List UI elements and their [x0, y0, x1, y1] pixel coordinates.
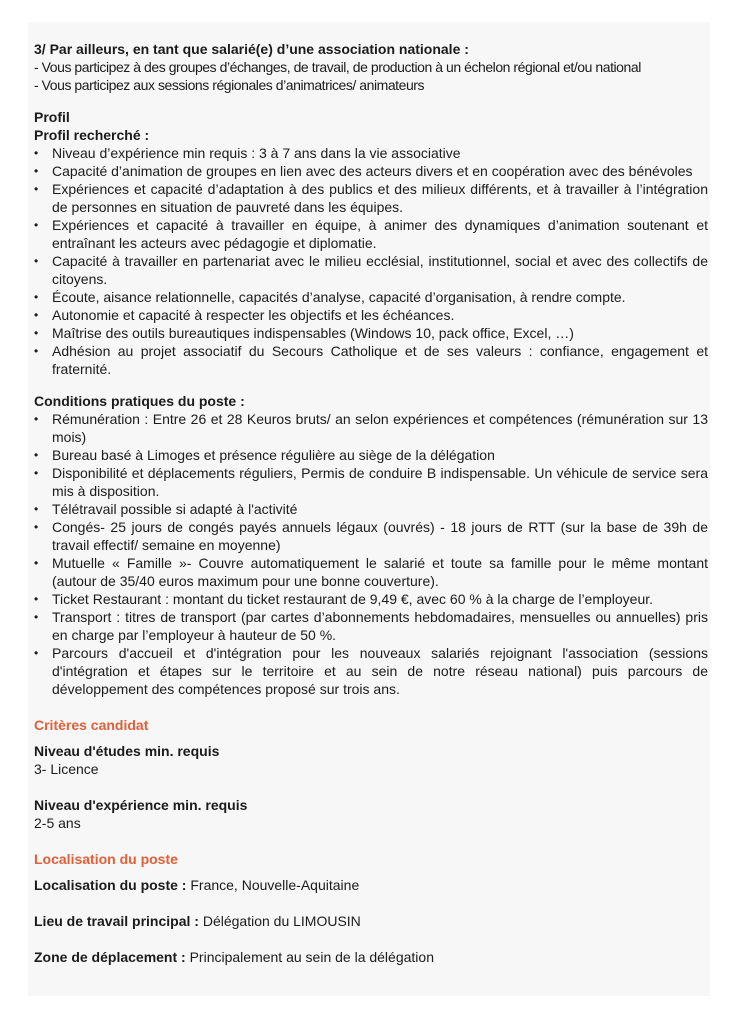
localisation-label: Localisation du poste :	[34, 877, 187, 893]
profil-subtitle: Profil recherché :	[34, 127, 150, 143]
profil-title: Profil	[34, 109, 70, 125]
zone-label: Zone de déplacement :	[34, 949, 186, 965]
list-item: • Adhésion au projet associatif du Secours Catholique et de ses valeurs : confiance, engagement et fraternité.	[34, 342, 708, 378]
list-item: • Écoute, aisance relationnelle, capacités d’analyse, capacité d’organisation, à rendre compte.	[34, 288, 708, 306]
localisation-value: France, Nouvelle-Aquitaine	[186, 877, 360, 893]
list-item: • Autonomie et capacité à respecter les objectifs et les échéances.	[34, 306, 708, 324]
list-item: • Bureau basé à Limoges et présence régulière au siège de la délégation	[34, 446, 708, 464]
lieu-row	[34, 912, 708, 930]
experience-value: 2-5 ans	[34, 815, 81, 831]
profil-list	[34, 144, 708, 378]
localisation-title: Localisation du poste	[34, 851, 178, 867]
list-item: • Congés- 25 jours de congés payés annuels légaux (ouvrés) - 18 jours de RTT (sur la base de 39h de travail effectif/ semaine en moyenne)	[34, 518, 708, 554]
list-item: • Capacité à travailler en partenariat avec le milieu ecclésial, institutionnel, social et avec des collectifs de citoyens.	[34, 252, 708, 288]
list-item: • Maîtrise des outils bureautiques indispensables (Windows 10, pack office, Excel, …)	[34, 324, 708, 342]
conditions-title: Conditions pratiques du poste :	[34, 393, 245, 409]
etudes-value: 3- Licence	[34, 761, 99, 777]
list-item: • Expériences et capacité d’adaptation à des publics et des milieux différents, et à travailler à l’intégration de personnes en situation de pauvreté dans les équipes.	[34, 180, 708, 216]
localisation-row	[34, 876, 708, 894]
list-item: • Capacité d’animation de groupes en lien avec des acteurs divers et en coopération avec des bénévoles	[34, 162, 708, 180]
lieu-value: Délégation du LIMOUSIN	[198, 913, 361, 929]
list-item: • Expériences et capacité à travailler en équipe, à animer des dynamiques d’animation soutenant et entraînant les acteurs avec pédagogie et diplomatie.	[34, 216, 708, 252]
document-panel	[28, 22, 710, 996]
criteres-title: Critères candidat	[34, 717, 149, 733]
list-item: • Ticket Restaurant : montant du ticket restaurant de 9,49 €, avec 60 % à la charge de l’employeur.	[34, 590, 708, 608]
section3-line-1: - Vous participez à des groupes d’échanges, de travail, de production à un échelon régional et/ou national	[34, 59, 641, 75]
zone-row	[34, 948, 708, 966]
experience-label: Niveau d'expérience min. requis	[34, 797, 248, 813]
section3-line-2: - Vous participez aux sessions régionales d’animatrices/ animateurs	[34, 77, 425, 93]
lieu-label: Lieu de travail principal :	[34, 913, 199, 929]
zone-value: Principalement au sein de la délégation	[185, 949, 434, 965]
list-item: • Disponibilité et déplacements réguliers, Permis de conduire B indispensable. Un véhicule de service sera mis à disposition.	[34, 464, 708, 500]
list-item: • Parcours d'accueil et d'intégration pour les nouveaux salariés rejoignant l'association (sessions d'intégration et étapes sur le territoire et au sein de notre réseau national) puis parcours de développement des compétences proposé sur trois ans.	[34, 644, 708, 698]
list-item: • Niveau d’expérience min requis : 3 à 7 ans dans la vie associative	[34, 144, 708, 162]
list-item: • Télétravail possible si adapté à l'activité	[34, 500, 708, 518]
list-item: • Rémunération : Entre 26 et 28 Keuros bruts/ an selon expériences et compétences (rémunération sur 13 mois)	[34, 410, 708, 446]
etudes-label: Niveau d'études min. requis	[34, 743, 220, 759]
list-item: • Transport : titres de transport (par cartes d’abonnements hebdomadaires, mensuelles ou annuelles) pris en charge par l’employeur à hauteur de 50 %.	[34, 608, 708, 644]
section3-title: 3/ Par ailleurs, en tant que salarié(e) d’une association nationale :	[34, 41, 469, 57]
conditions-list	[34, 410, 708, 698]
document-content	[34, 40, 708, 966]
list-item: • Mutuelle « Famille »- Couvre automatiquement le salarié et toute sa famille pour le même montant (autour de 35/40 euros maximum pour une bonne couverture).	[34, 554, 708, 590]
